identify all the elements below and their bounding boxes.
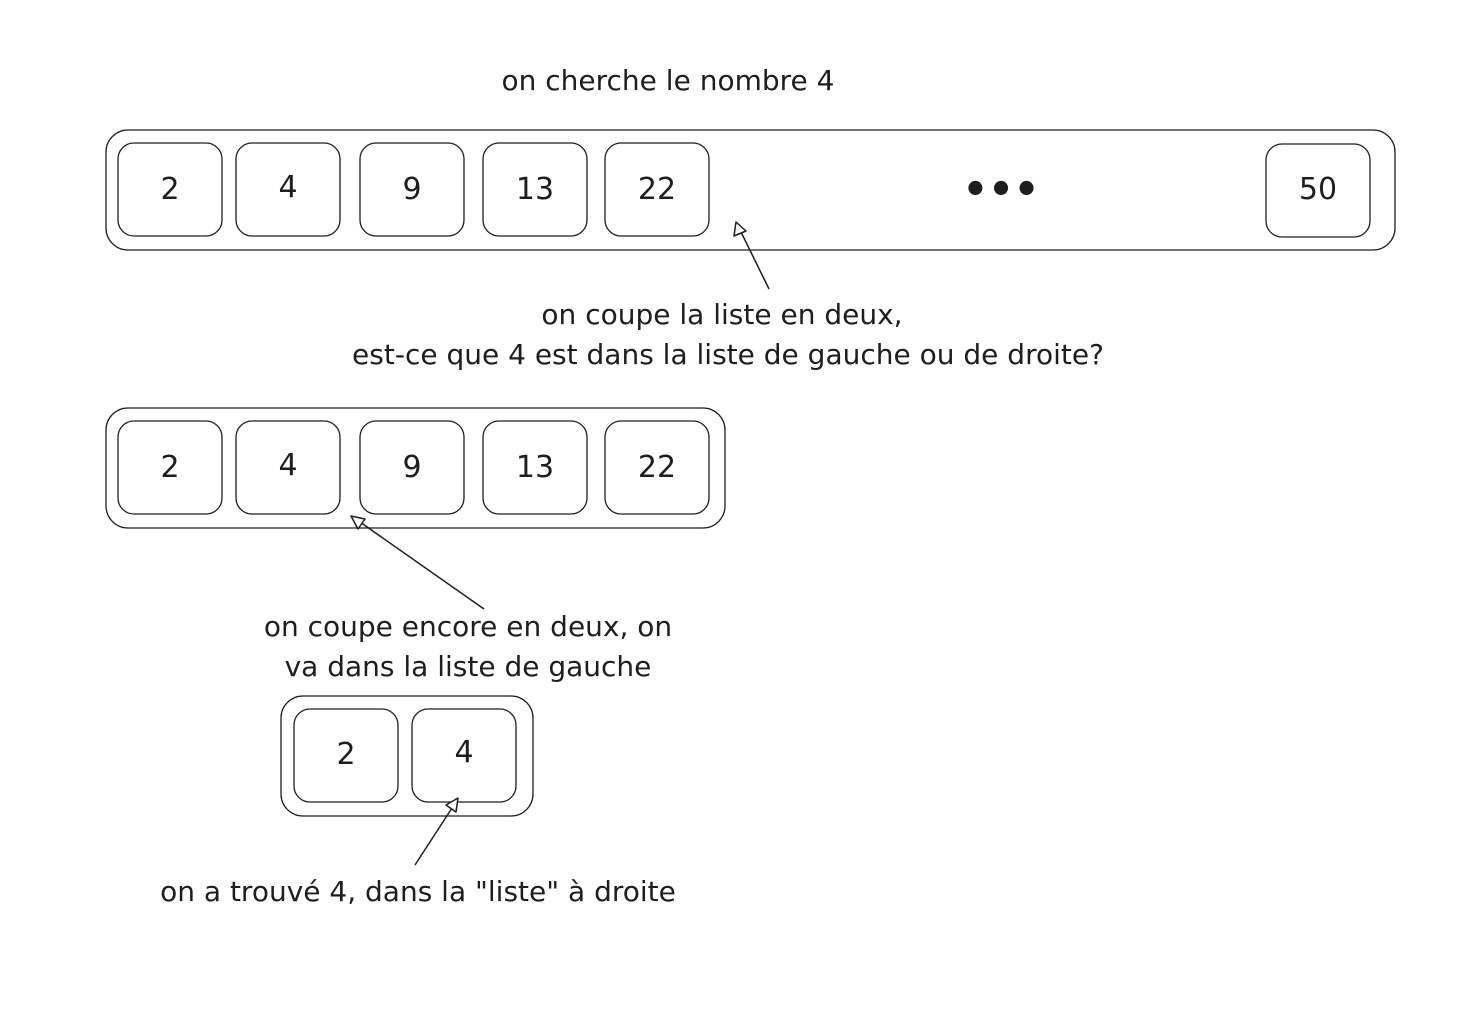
list-cell (118, 421, 222, 514)
list-cell (360, 143, 464, 236)
list-cell (483, 421, 587, 514)
list-cell (483, 143, 587, 236)
caption-split-1-line-2: est-ce que 4 est dans la liste de gauche ou de droite? (352, 338, 1104, 371)
ellipsis: ••• (962, 167, 1040, 213)
cell-value: 13 (515, 172, 555, 207)
diagram-title: on cherche le nombre 4 (501, 64, 835, 97)
final-pair-list (281, 696, 533, 816)
list-cell (236, 421, 340, 514)
cell-value: 13 (515, 450, 555, 485)
list-cell (118, 143, 222, 236)
cell-value: 50 (1298, 172, 1338, 207)
list-cell (294, 709, 398, 802)
cell-value: 22 (637, 172, 677, 207)
cell-value: 9 (402, 172, 422, 207)
cell-value: 2 (160, 172, 180, 207)
arrow-split-2 (351, 516, 484, 609)
cell-value: 9 (402, 450, 422, 485)
caption-split-2-line-2: va dans la liste de gauche (284, 650, 652, 683)
list-cell (605, 421, 709, 514)
cell-value: 4 (278, 448, 298, 483)
cell-value: 2 (336, 737, 356, 772)
cell-value: 4 (278, 170, 298, 205)
arrow-split-1 (734, 222, 769, 289)
cell-value: 2 (160, 450, 180, 485)
list-cell (236, 143, 340, 236)
left-half-list (106, 408, 725, 528)
list-cell (360, 421, 464, 514)
list-cell (412, 709, 516, 802)
list-cell (1266, 144, 1370, 237)
caption-split-2-line-1: on coupe encore en deux, on (263, 610, 673, 643)
arrow-found (415, 798, 458, 865)
cell-value: 4 (454, 735, 474, 770)
caption-found: on a trouvé 4, dans la "liste" à droite (160, 875, 676, 908)
caption-split-1-line-1: on coupe la liste en deux, (541, 298, 903, 331)
full-list (106, 130, 1395, 250)
list-cell (605, 143, 709, 236)
cell-value: 22 (637, 450, 677, 485)
